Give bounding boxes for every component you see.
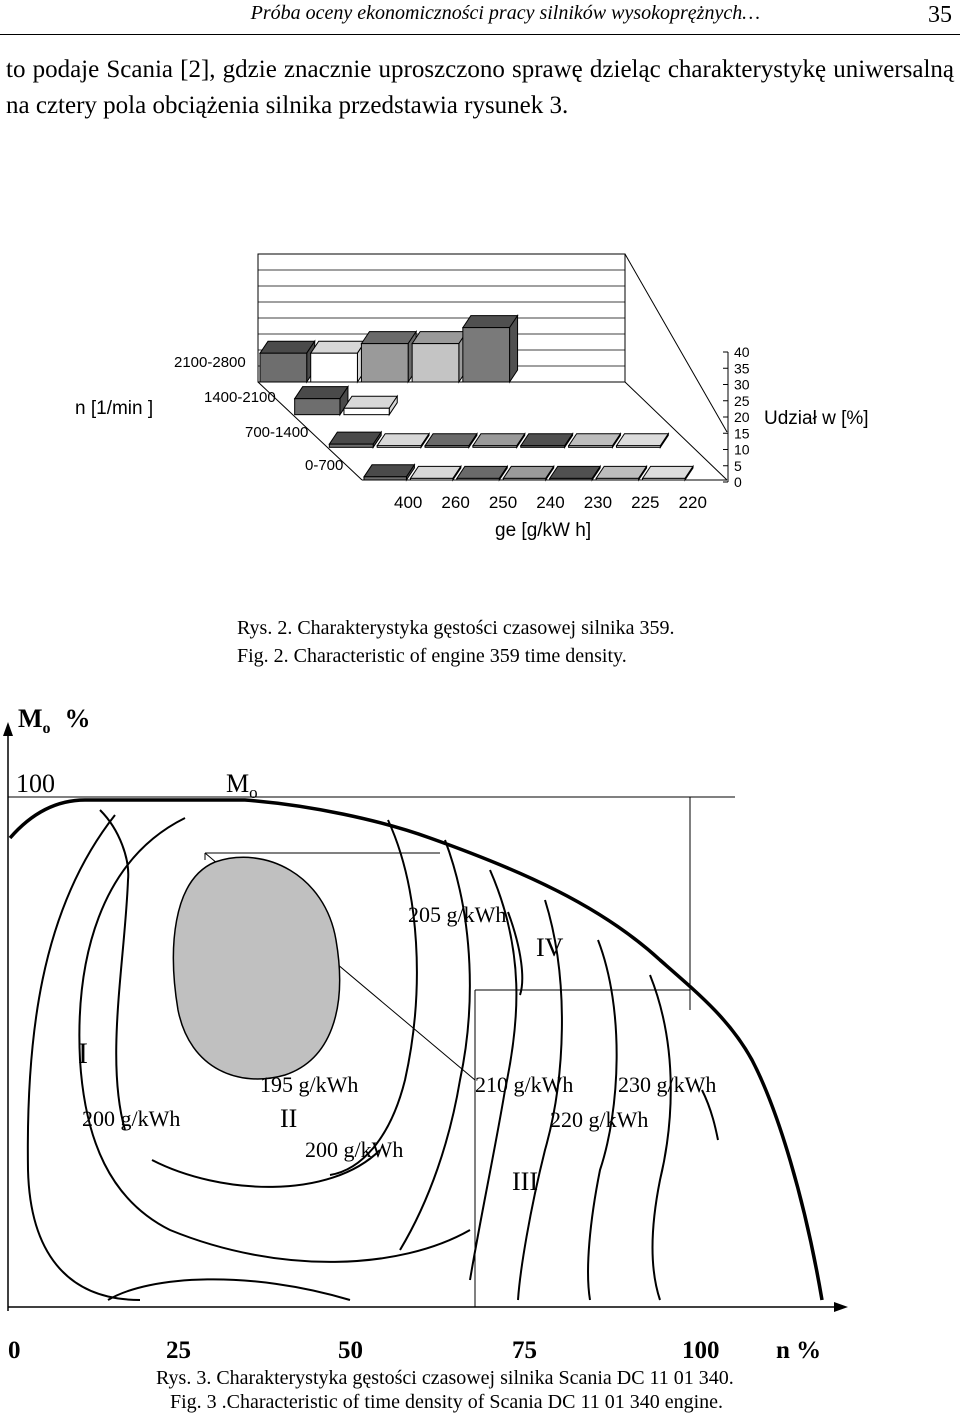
field-label-III: III	[512, 1167, 538, 1196]
category-label: 240	[536, 493, 565, 512]
row-label: 0-700	[305, 457, 344, 474]
bar-top	[361, 332, 416, 344]
side-wall-top-edge	[625, 254, 727, 432]
max-torque-curve	[10, 800, 822, 1300]
z-tick-label: 0	[734, 474, 742, 490]
x-tick-75: 75	[512, 1337, 537, 1364]
bar-top	[425, 434, 477, 446]
bar	[311, 353, 358, 382]
row-label: 1400-2100	[204, 389, 276, 406]
contour-label-195: 195 g/kWh	[260, 1072, 359, 1097]
bar-top	[410, 466, 460, 478]
z-tick-label: 5	[734, 457, 742, 474]
category-label: 250	[488, 493, 518, 512]
field-label-II: II	[280, 1104, 298, 1133]
bar	[377, 446, 421, 448]
figure-2-3d-bar-chart	[0, 200, 960, 570]
contour-label-210: 210 g/kWh	[475, 1072, 574, 1097]
row-label: 2100-2800	[174, 354, 246, 371]
body-paragraph: to podaje Scania [2], gdzie znacznie uproszczono sprawę dzieląc charakterystykę uniwersalną na cztery pola obciążenia silnika przedstawia rysunek 3.	[6, 56, 954, 119]
y-axis-label: $M_o$ %	[18, 704, 91, 737]
bar	[425, 446, 469, 448]
bar	[503, 478, 545, 480]
x-axis-arrow	[834, 1302, 848, 1312]
bar-top	[643, 466, 693, 478]
x-tick-25: 25	[166, 1337, 191, 1364]
z-axis-label: Udział w [%]	[764, 408, 869, 429]
bar-top	[521, 434, 573, 446]
bar	[521, 446, 565, 448]
bar-top	[503, 466, 553, 478]
z-tick-label: 40	[734, 344, 750, 360]
page-number: 35	[928, 2, 952, 28]
category-label: 225	[631, 493, 660, 512]
figure-3-caption-pl: Rys. 3. Charakterystyka gęstości czasowej silnika Scania DC 11 01 340.	[156, 1367, 734, 1389]
figure-3-engine-map	[0, 690, 960, 1416]
max-torque-label: $M_o$	[226, 769, 258, 802]
category-label: 400	[394, 493, 423, 512]
contour-right-tick	[702, 1090, 718, 1140]
bar	[569, 446, 613, 448]
field-label-I: I	[78, 1037, 88, 1070]
contour-230	[650, 975, 671, 1300]
z-tick-label: 25	[734, 392, 750, 409]
running-title: Próba oceny ekonomiczności pracy silników wysokoprężnych…	[250, 2, 760, 24]
bar-top	[364, 465, 414, 477]
bar-top	[311, 341, 366, 353]
bar-top	[463, 316, 518, 328]
y-axis-label: n [1/min ]	[75, 398, 154, 419]
z-tick-label: 35	[734, 360, 750, 377]
contour-205-tick	[508, 912, 522, 995]
contour-label-200-left: 200 g/kWh	[82, 1106, 181, 1131]
shaded-optimum-area	[173, 857, 339, 1079]
contour-200-center	[330, 820, 417, 1175]
category-label: 220	[678, 493, 707, 512]
bar	[616, 446, 660, 448]
bar-top	[616, 434, 668, 446]
bar	[550, 478, 592, 480]
bar	[295, 399, 340, 415]
contour-bottom	[108, 1279, 350, 1300]
x-axis-label: n %	[776, 1337, 822, 1364]
bar	[364, 477, 406, 480]
bar	[344, 408, 389, 414]
bar	[412, 344, 459, 382]
figure-2-caption-en: Fig. 2. Characteristic of engine 359 time density.	[237, 645, 627, 667]
contour-label-220: 220 g/kWh	[550, 1107, 649, 1132]
contour-label-230: 230 g/kWh	[618, 1072, 717, 1097]
bar	[329, 444, 373, 447]
x-tick-0: 0	[8, 1337, 21, 1364]
bar-top	[344, 396, 397, 408]
contour-label-200-center: 200 g/kWh	[305, 1137, 404, 1162]
bar	[361, 344, 408, 382]
bar-side	[510, 316, 518, 382]
bar-top	[457, 466, 507, 478]
bar-top	[295, 387, 348, 399]
bar-top	[473, 434, 525, 446]
contour-label-205: 205 g/kWh	[408, 902, 507, 927]
x-tick-100: 100	[682, 1337, 720, 1364]
chart-plot-area	[174, 254, 750, 512]
bar	[410, 478, 452, 480]
bar	[457, 478, 499, 480]
bar-top	[596, 466, 646, 478]
z-tick-label: 10	[734, 441, 750, 458]
z-tick-label: 15	[734, 425, 750, 442]
floor-right-edge	[625, 382, 727, 480]
z-tick-label: 30	[734, 376, 750, 393]
bar-top	[550, 466, 600, 478]
y-axis-arrow	[3, 722, 13, 736]
y-tick-100: 100	[16, 769, 55, 798]
running-header	[0, 0, 960, 35]
bar	[643, 478, 685, 480]
z-tick-label: 20	[734, 409, 750, 425]
bar	[260, 353, 307, 382]
row-label: 700-1400	[245, 424, 309, 441]
x-axis-label: ge [g/kW h]	[495, 520, 592, 541]
bar-top	[260, 341, 315, 353]
category-label: 230	[583, 493, 613, 512]
bar	[596, 478, 638, 480]
field-label-IV: IV	[536, 933, 564, 962]
bar-top	[569, 434, 621, 446]
bar-top	[329, 432, 381, 444]
figure-2-caption-pl: Rys. 2. Charakterystyka gęstości czasowej silnika 359.	[237, 617, 675, 639]
bar-top	[377, 434, 429, 446]
bar	[473, 446, 517, 448]
x-tick-50: 50	[338, 1337, 363, 1364]
contour-inner-left	[100, 810, 128, 1130]
bar	[463, 328, 510, 382]
bar-top	[412, 332, 467, 344]
category-label: 260	[441, 493, 470, 512]
figure-3-caption-en: Fig. 3 .Characteristic of time density of Scania DC 11 01 340 engine.	[170, 1391, 724, 1413]
